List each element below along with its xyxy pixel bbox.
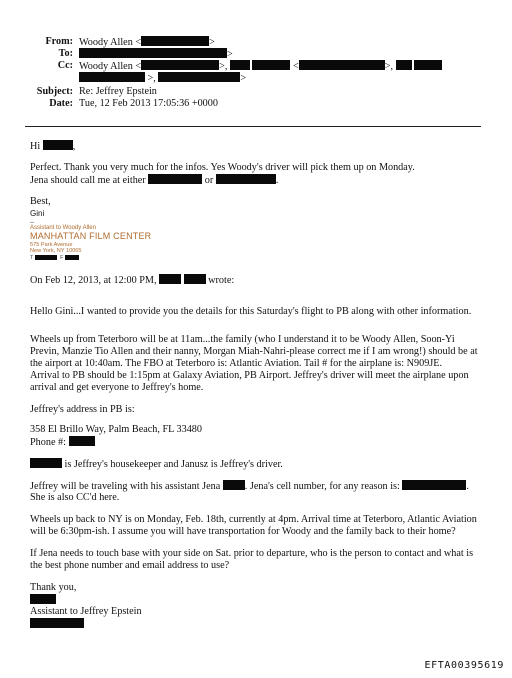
to-label: To: xyxy=(58,48,73,59)
redaction-block xyxy=(79,72,145,82)
quote-p2-line-2: Previn, Manzie Tio Allen and their nanny, Morgan Miah-Nahri-please correct me if I am wrong!) should be at xyxy=(30,346,478,357)
cc-value-line2: >, > xyxy=(79,72,246,84)
quote-p2-line-5: arrival and get everyone to Jeffrey's home. xyxy=(30,382,204,393)
signature-address-1: 575 Park Avenue xyxy=(30,242,73,248)
quote-assistant: Assistant to Jeffrey Epstein xyxy=(30,606,142,617)
quote-p2-line-3: the airport at 10:40am. The FBO at Teterboro is: Atlantic Aviation. Tail # for the airplane is: N909JE. xyxy=(30,358,443,369)
quote-p2-line-4: Arrival to PB should be 1:15pm at Galaxy Aviation, PB Airport. Jeffrey's driver will meet the airplane upon xyxy=(30,370,469,381)
sender-name: Gini xyxy=(30,209,45,218)
address-intro: Jeffrey's address in PB is: xyxy=(30,404,135,415)
redaction-block xyxy=(216,174,276,184)
redaction-block xyxy=(69,436,95,446)
redaction-block xyxy=(184,274,206,284)
quote-p2-line-1: Wheels up from Teterboro will be at 11am...the family (who I understand it to be Woody Allen, Soon-Yi xyxy=(30,334,455,345)
header-divider xyxy=(25,126,481,127)
redaction-block xyxy=(158,72,240,82)
quote-footer-redacted xyxy=(30,618,84,631)
signature-address-2: New York, NY 10065 xyxy=(30,248,82,254)
redaction-block xyxy=(414,60,442,70)
quote-p5-line-1: Jeffrey will be traveling with his assistant Jena . Jena's cell number, for any reason is: . xyxy=(30,481,469,492)
quote-paragraph-1: Hello Gini...I wanted to provide you the details for this Saturday's flight to PB along with other information. xyxy=(30,306,472,317)
redaction-block xyxy=(30,458,62,468)
signature-phones: T F xyxy=(30,255,79,261)
redaction-block xyxy=(43,140,73,150)
redaction-block xyxy=(396,60,412,70)
reply-line-1: Perfect. Thank you very much for the infos. Yes Woody's driver will pick them up on Monday. xyxy=(30,162,415,173)
closing: Best, xyxy=(30,196,51,207)
subject-label: Subject: xyxy=(36,86,73,97)
address-line: 358 El Brillo Way, Palm Beach, FL 33480 xyxy=(30,424,202,435)
redaction-block xyxy=(402,480,466,490)
redaction-block xyxy=(141,60,219,70)
signature-title: Assistant to Woody Allen xyxy=(30,225,96,231)
housekeeper-line: is Jeffrey's housekeeper and Janusz is Jeffrey's driver. xyxy=(30,458,283,471)
from-label: From: xyxy=(45,36,73,47)
date-label: Date: xyxy=(49,98,73,109)
quote-attribution: On Feb 12, 2013, at 12:00 PM, wrote: xyxy=(30,275,235,286)
redaction-block xyxy=(159,274,181,284)
redaction-block xyxy=(35,255,57,260)
cc-value-line1: Woody Allen < >, < >, xyxy=(79,60,442,72)
redaction-block xyxy=(230,60,250,70)
redaction-block xyxy=(79,48,227,58)
signature-dashes: -- xyxy=(30,220,34,226)
redaction-block xyxy=(30,618,84,628)
quote-p5-line-2: She is also CC'd here. xyxy=(30,492,120,503)
document-id: EFTA00395619 xyxy=(424,660,504,671)
greeting: Hi , xyxy=(30,141,76,152)
reply-line-2: Jena should call me at either or . xyxy=(30,175,279,186)
quote-p6-line-2: will be 6:30pm-ish. I assume you will have transportation for Woody and the family back to their home? xyxy=(30,526,456,537)
date-value: Tue, 12 Feb 2013 17:05:36 +0000 xyxy=(79,98,218,109)
redaction-block xyxy=(299,60,385,70)
redaction-block xyxy=(148,174,202,184)
signature-company: MANHATTAN FILM CENTER xyxy=(30,231,152,241)
to-value: > xyxy=(79,48,233,60)
quote-thanks: Thank you, xyxy=(30,582,77,593)
redaction-block xyxy=(65,255,79,260)
redaction-block xyxy=(223,480,245,490)
redaction-block xyxy=(252,60,290,70)
quote-p7-line-2: the best phone number and email address to use? xyxy=(30,560,230,571)
quote-p6-line-1: Wheels up back to NY is on Monday, Feb. 18th, currently at 4pm. Arrival time at Teterboro, Atlantic Aviation xyxy=(30,514,477,525)
cc-label: Cc: xyxy=(57,60,73,71)
redaction-block xyxy=(30,594,56,604)
quote-p7-line-1: If Jena needs to touch base with your side on Sat. prior to departure, who is the person to contact and what is xyxy=(30,548,474,559)
redaction-block xyxy=(141,36,209,46)
phone-line: Phone #: xyxy=(30,436,95,449)
subject-value: Re: Jeffrey Epstein xyxy=(79,86,157,97)
from-value: Woody Allen < > xyxy=(79,37,215,48)
